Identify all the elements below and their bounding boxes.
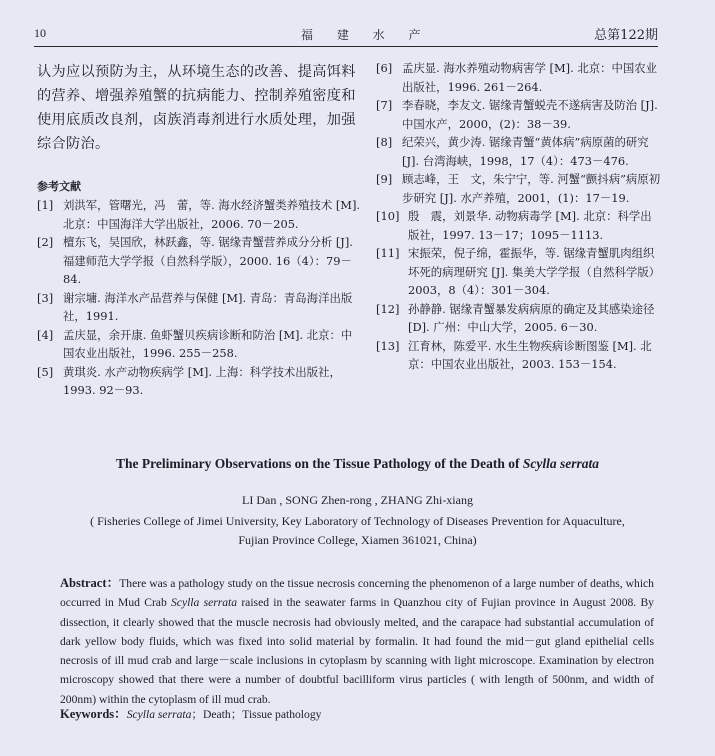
left-column [37, 60, 363, 400]
reference-text: 谢宗墉. 海洋水产品营养与保健 [M]. 青岛：青岛海洋出版社，1991. [63, 290, 353, 323]
title-species: Scylla serrata [522, 456, 599, 471]
reference-item [37, 326, 363, 363]
authors: LI Dan , SONG Zhen-rong , ZHANG Zhi-xiang [242, 493, 473, 507]
reference-item [376, 96, 661, 133]
issue-number: 总第122期 [594, 28, 658, 43]
keywords [60, 704, 321, 722]
affiliation-line: ( Fisheries College of Jimei University, Key Laboratory of Technology of Diseases Prevention for Aquaculture, [90, 514, 625, 528]
abstract-separator: ： [106, 576, 120, 590]
reference-item [376, 207, 661, 244]
reference-item [376, 59, 661, 96]
reference-item [376, 133, 661, 170]
abstract-text: There was a pathology study on the tissue necrosis concerning the phenomenon of a large number of deaths, which occurred in Mud Crab [60, 577, 654, 610]
affiliation [0, 512, 715, 550]
references-list-right [376, 59, 661, 374]
abstract-text: raised in the seawater farms in Quanzhou city of Fujian province in August 2008. By dissection, it clearly showed that the muscle necrosis had obviously melted, and the carapace had substantial accumulation of dark yellow body fluids, which was fixed into solid material by formalin. It had found the mid－gut gland epithelial cells necrosis of ill mud crab and large－scale inclusions in cytoplasm by scanning with light microscope. Examination by electron microscopy showed that there were a number of doubtful bacilliform virus particles ( with length of 500nm, and width of 200nm) within the cytoplasm of ill mud crab. [60, 596, 654, 706]
body-paragraph: 认为应以预防为主，从环境生态的改善、提高饵料的营养、增强养殖蟹的抗病能力、控制养殖密度和使用底质改良剂，卤族消毒剂进行水质处理，加强综合防治。 [37, 64, 356, 152]
reference-text: 檀东飞，吴国欣，林跃鑫，等. 锯缘青蟹营养成分分析 [J]. 福建师范大学学报（自然科学版），2000. 16（4）：79－84. [63, 235, 353, 286]
references-list-left [37, 196, 363, 400]
reference-number: [5] [37, 364, 54, 379]
reference-text: 宋振荣，倪子绵，霍振华，等. 锯缘青蟹肌肉组织坏死的病理研究 [J]. 集美大学学报（自然科学版）2003，8（4）：301－304. [408, 246, 661, 297]
affiliation-line: Fujian Province College, Xiamen 361021, China) [238, 533, 477, 547]
reference-item [376, 244, 661, 300]
reference-item [37, 233, 363, 289]
reference-item [376, 337, 661, 374]
keywords-separator: ： [114, 707, 127, 721]
reference-text: 孟庆显. 海水养殖动物病害学 [M]. 北京：中国农业出版社，1996. 261－264. [402, 61, 658, 94]
reference-text: 黄琪炎. 水产动物疾病学 [M]. 上海：科学技术出版社，1993. 92－93. [63, 364, 341, 397]
references-heading: 参考文献 [37, 180, 81, 193]
reference-text: 李春晓，李友文. 锯缘青蟹蜕壳不遂病害及防治 [J]. 中国水产，2000，(2)：38－39. [402, 98, 658, 131]
abstract-species: Scylla serrata [171, 596, 238, 610]
keywords-label: Keywords [60, 707, 115, 721]
abstract [60, 574, 654, 709]
reference-text: 江育林，陈爱平. 水生生物疾病诊断图鉴 [M]. 北京：中国农业出版社，2003. 153－154. [408, 338, 652, 371]
reference-text: 纪荣兴，黄少涛. 锯缘青蟹“黄体病”病原菌的研究 [J]. 台湾海峡，1998，17（4）：473－476. [402, 135, 649, 168]
reference-number: [12] [376, 301, 400, 316]
reference-number: [10] [376, 209, 400, 223]
journal-name: 福 建 水 产 [301, 28, 421, 42]
english-title [0, 456, 715, 472]
reference-number: [2] [37, 235, 54, 249]
keyword: Scylla serrata [126, 708, 192, 721]
reference-number: [13] [376, 338, 400, 353]
reference-text: 孟庆显，余开康. 鱼虾蟹贝疾病诊断和防治 [M]. 北京：中国农业出版社，1996. 255－258. [63, 327, 353, 360]
reference-item [37, 196, 363, 233]
page-header [34, 26, 658, 47]
reference-number: [8] [376, 135, 393, 149]
reference-text: 孙静静. 锯缘青蟹暴发病病原的确定及其感染途径 [D]. 广州：中山大学，2005. 6－30. [408, 301, 655, 334]
right-column [376, 59, 661, 374]
page-number: 10 [34, 26, 46, 40]
reference-number: [6] [376, 61, 393, 75]
reference-item [376, 170, 661, 207]
reference-number: [11] [376, 246, 400, 260]
reference-item [376, 300, 661, 337]
reference-number: [3] [37, 290, 54, 305]
reference-item [37, 363, 363, 400]
reference-item [37, 289, 363, 326]
reference-text: 殷 震，刘景华. 动物病毒学 [M]. 北京：科学出版社，1997. 13－17；1095－1113. [408, 209, 652, 242]
keywords-text: ；Death；Tissue pathology [191, 708, 322, 721]
reference-number: [1] [37, 198, 54, 212]
reference-number: [7] [376, 98, 393, 112]
reference-number: [9] [376, 172, 393, 186]
reference-text: 刘洪军，管曙光，冯 蕾，等. 海水经济蟹类养殖技术 [M]. 北京：中国海洋大学出版社，2006. 70－205. [63, 198, 361, 231]
title-text: The Preliminary Observations on the Tissue Pathology of the Death of [115, 456, 523, 471]
reference-text: 顾志峰，王 文，朱宁宁，等. 河蟹“颤抖病”病原初步研究 [J]. 水产养殖，2001，(1)：17－19. [402, 172, 661, 205]
abstract-label: Abstract [60, 576, 107, 590]
reference-number: [4] [37, 327, 54, 342]
